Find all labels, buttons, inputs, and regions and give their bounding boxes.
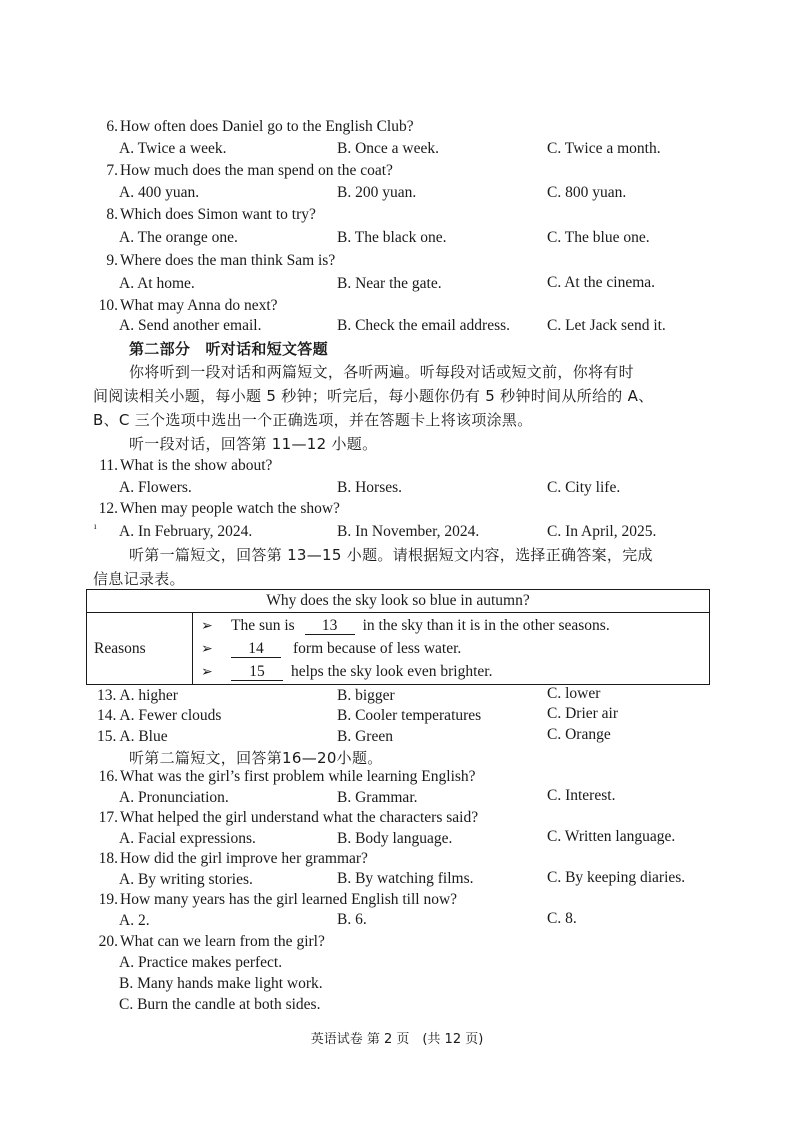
question-text: 16. What was the girl’s first problem while learning English? <box>98 768 476 785</box>
option-a: A. Facial expressions. <box>119 830 256 847</box>
option-c: C. By keeping diaries. <box>547 869 686 886</box>
option-b: B. Many hands make light work. <box>119 975 323 992</box>
option-a: A. Practice makes perfect. <box>119 954 283 971</box>
option-a: A. By writing stories. <box>119 871 253 888</box>
blank-13: 13 <box>305 617 355 635</box>
option-c: C. Let Jack send it. <box>547 317 666 334</box>
table-reasons <box>193 613 710 685</box>
question-text: 12. When may people watch the show? <box>98 500 340 517</box>
question-text: 20. What can we learn from the girl? <box>98 933 325 950</box>
option-b: B. In November, 2024. <box>337 523 480 540</box>
option-a: A. 400 yuan. <box>119 184 200 201</box>
option-c: C. Orange <box>547 726 611 743</box>
option-c: C. In April, 2025. <box>547 523 657 540</box>
section-title: 第二部分 听对话和短文答题 <box>129 340 328 358</box>
reason-row-14: ➢ 14 form because of less water. <box>193 637 709 660</box>
question-text: 17. What helped the girl understand what the characters said? <box>98 809 479 826</box>
option-c: C. The blue one. <box>547 229 650 246</box>
option-b: B. Check the email address. <box>337 317 511 334</box>
option-c: C. Burn the candle at both sides. <box>119 996 321 1013</box>
question-text: 18. How did the girl improve her grammar? <box>98 850 368 867</box>
option-c: C. 8. <box>547 910 577 927</box>
stray-mark: ı <box>94 521 97 531</box>
table-label: Reasons <box>87 613 193 685</box>
option-a: A. Send another email. <box>119 317 262 334</box>
option-c: C. Written language. <box>547 828 676 845</box>
info-record-table <box>86 589 710 685</box>
option-a: 14. A. Fewer clouds <box>97 707 222 724</box>
arrow-icon: ➢ <box>201 664 213 680</box>
question-text: 11. What is the show about? <box>99 457 273 474</box>
option-b: B. 200 yuan. <box>337 184 417 201</box>
instructions-line-1: 你将听到一段对话和两篇短文，各听两遍。听每段对话或短文前，你将有时 <box>129 363 634 381</box>
question-text: 19. How many years has the girl learned English till now? <box>98 891 458 908</box>
option-a: 13. A. higher <box>97 687 178 704</box>
option-a: A. At home. <box>119 275 195 292</box>
option-b: B. The black one. <box>337 229 447 246</box>
question-text: 8. Which does Simon want to try? <box>106 206 316 223</box>
option-a: 15. A. Blue <box>97 728 168 745</box>
question-text: 6. How often does Daniel go to the English Club? <box>106 118 414 135</box>
option-b: B. Horses. <box>337 479 403 496</box>
passage2-instructions: 听第二篇短文，回答第16—20小题。 <box>129 749 383 767</box>
option-b: B. Once a week. <box>337 140 439 157</box>
option-c: C. Drier air <box>547 705 619 722</box>
option-a: A. In February, 2024. <box>119 523 253 540</box>
blank-15: 15 <box>231 663 283 681</box>
question-text: 7. How much does the man spend on the coat? <box>106 162 393 179</box>
table-title: Why does the sky look so blue in autumn? <box>87 590 710 613</box>
option-b: B. Grammar. <box>337 789 418 806</box>
passage1-instructions-line-1: 听第一篇短文，回答第 13—15 小题。请根据短文内容，选择正确答案，完成 <box>129 546 653 564</box>
question-text: 10. What may Anna do next? <box>98 297 278 314</box>
option-a: A. 2. <box>119 912 150 929</box>
instructions-line-2: 间阅读相关小题，每小题 5 秒钟；听完后，每小题你仍有 5 秒钟时间从所给的 A、 <box>93 387 654 405</box>
option-a: A. Flowers. <box>119 479 192 496</box>
arrow-icon: ➢ <box>201 618 213 634</box>
option-c: C. lower <box>547 685 601 702</box>
option-c: C. Interest. <box>547 787 616 804</box>
option-c: C. At the cinema. <box>547 274 656 291</box>
option-c: C. Twice a month. <box>547 140 661 157</box>
passage1-instructions-line-2: 信息记录表。 <box>93 570 185 588</box>
option-a: A. The orange one. <box>119 229 238 246</box>
blank-14: 14 <box>231 640 281 658</box>
reason-row-13: ➢ The sun is 13 in the sky than it is in the other seasons. <box>193 614 709 637</box>
option-b: B. bigger <box>337 687 395 704</box>
option-a: A. Pronunciation. <box>119 789 229 806</box>
option-c: C. City life. <box>547 479 621 496</box>
question-text: 9. Where does the man think Sam is? <box>106 252 336 269</box>
option-b: B. 6. <box>337 911 367 928</box>
option-b: B. Green <box>337 728 393 745</box>
option-b: B. By watching films. <box>337 870 474 887</box>
option-b: B. Body language. <box>337 830 453 847</box>
option-b: B. Cooler temperatures <box>337 707 482 724</box>
option-b: B. Near the gate. <box>337 275 442 292</box>
reason-row-15: ➢ 15 helps the sky look even brighter. <box>193 660 709 683</box>
page-footer: 英语试卷 第 2 页 (共 12 页) <box>310 1032 484 1047</box>
option-c: C. 800 yuan. <box>547 184 627 201</box>
option-a: A. Twice a week. <box>119 140 227 157</box>
instructions-line-3: B、C 三个选项中选出一个正确选项，并在答题卡上将该项涂黑。 <box>93 411 533 429</box>
arrow-icon: ➢ <box>201 641 213 657</box>
dialog-instructions: 听一段对话，回答第 11—12 小题。 <box>129 435 378 453</box>
